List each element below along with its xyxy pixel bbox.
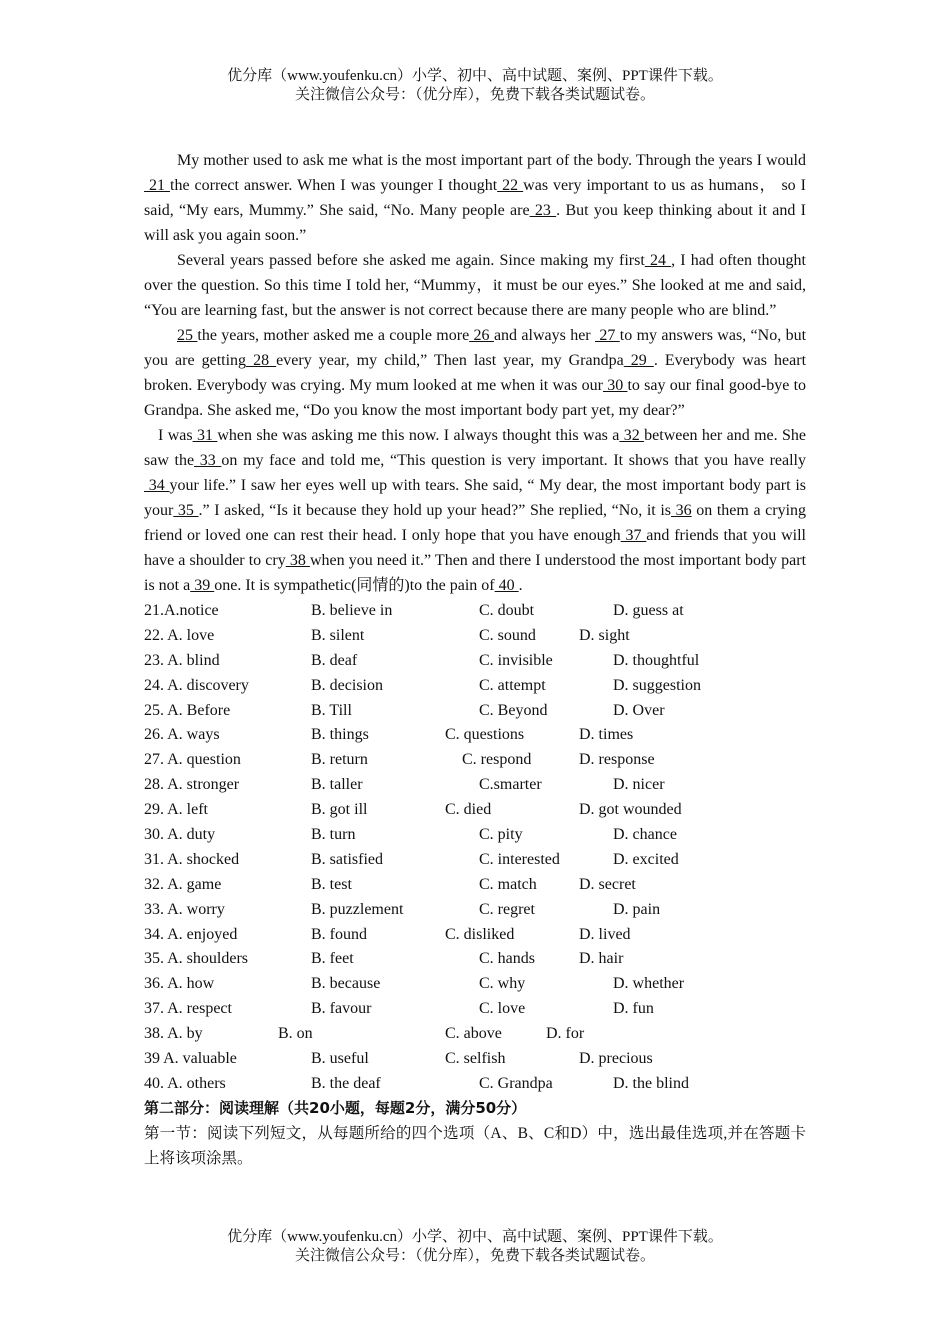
option-d: D. for	[546, 1025, 585, 1043]
option-a: 27. A. question	[144, 751, 241, 769]
question-options-row	[144, 946, 806, 971]
question-options-row	[144, 847, 806, 872]
option-a: 24. A. discovery	[144, 676, 249, 694]
option-b: B. feet	[311, 950, 354, 968]
option-b: B. decision	[311, 676, 383, 694]
option-a: 31. A. shocked	[144, 850, 240, 868]
option-a: 33. A. worry	[144, 900, 225, 918]
option-a: 25. A. Before	[144, 701, 231, 719]
option-b: B. taller	[311, 776, 363, 794]
passage-text: to say our final good-bye to Grandpa. She asked me, “Do you know the most important body part yet, my dear?”	[144, 377, 807, 419]
option-b: B. got ill	[311, 801, 368, 819]
option-d: D. suggestion	[613, 676, 701, 694]
blank-number: 32	[619, 427, 645, 444]
question-options-row	[144, 822, 806, 847]
option-d: D. whether	[613, 975, 685, 993]
cloze-passage	[144, 148, 806, 598]
blank-number: 39	[190, 577, 215, 594]
option-d: D. response	[579, 751, 655, 769]
passage-text: the years, mother asked me a couple more	[197, 327, 470, 344]
question-options-row	[144, 1046, 806, 1071]
option-a: 23. A. blind	[144, 651, 220, 669]
option-d: D. secret	[579, 875, 636, 893]
page-footer	[0, 1228, 950, 1266]
option-c: C. love	[479, 1000, 526, 1018]
question-options-row	[144, 648, 806, 673]
part-two-section	[144, 1096, 806, 1171]
exam-content	[144, 148, 806, 1171]
question-options-row	[144, 673, 806, 698]
footer-line-2: 关注微信公众号：（优分库），免费下载各类试题试卷。	[294, 1248, 655, 1264]
option-b: B. things	[311, 726, 369, 744]
blank-number: 29	[623, 352, 654, 369]
blank-number: 27	[595, 327, 620, 344]
blank-number: 26	[469, 327, 494, 344]
option-d: D. precious	[579, 1050, 653, 1068]
option-b: B. return	[311, 751, 368, 769]
option-d: D. excited	[613, 850, 679, 868]
option-c: C. regret	[479, 900, 535, 918]
option-a: 40. A. others	[144, 1074, 226, 1092]
question-options-row	[144, 996, 806, 1021]
option-b: B. found	[311, 925, 367, 943]
passage-text: . Everybody was heart broken. Everybody was crying. My mum looked at me when it was our	[144, 352, 807, 394]
option-b: B. test	[311, 875, 352, 893]
passage-text: the correct answer. When I was younger I thought	[170, 177, 498, 194]
option-c: C. questions	[445, 726, 525, 744]
option-d: D. got wounded	[579, 801, 682, 819]
option-b: B. because	[311, 975, 381, 993]
option-a: 21.A.notice	[144, 602, 219, 619]
option-a: 26. A. ways	[144, 726, 220, 744]
passage-text: on my face and told me, “This question is very important. It shows that you have really	[221, 452, 806, 469]
page-header	[0, 67, 950, 105]
question-options-row	[144, 1021, 806, 1046]
options-list	[144, 598, 806, 1096]
option-c: C. hands	[479, 950, 535, 968]
option-c: C.smarter	[479, 776, 542, 794]
question-options-row	[144, 872, 806, 897]
passage-paragraph	[144, 323, 806, 423]
option-b: B. Till	[311, 701, 352, 719]
option-d: D. times	[579, 726, 634, 744]
blank-number: 28	[246, 352, 277, 369]
passage-text: between her and me. She saw the	[144, 427, 807, 469]
option-d: D. Over	[613, 701, 665, 719]
option-d: D. hair	[579, 950, 624, 968]
passage-paragraph	[144, 423, 806, 598]
question-options-row	[144, 747, 806, 772]
option-c: C. above	[445, 1025, 502, 1043]
option-c: C. attempt	[479, 676, 546, 694]
passage-text: and always her	[493, 327, 596, 344]
passage-text: and friends that you will have a shoulder to cry	[144, 527, 806, 569]
passage-paragraph	[144, 148, 806, 248]
option-d: D. fun	[613, 1000, 654, 1018]
passage-text: one. It is sympathetic(同情的)to the pain of	[214, 577, 495, 594]
option-d: D. pain	[613, 900, 661, 918]
part-two-title: 第二部分：阅读理解（共20小题，每题2分，满分50分）	[144, 1098, 527, 1117]
option-c: C. pity	[479, 826, 523, 844]
blank-number: 37	[620, 527, 647, 544]
option-d: D. nicer	[613, 776, 665, 794]
option-c: C. died	[445, 801, 492, 819]
blank-number: 35	[173, 502, 199, 519]
option-a: 32. A. game	[144, 875, 222, 893]
option-c: C. interested	[479, 850, 560, 868]
option-a: 38. A. by	[144, 1025, 203, 1043]
option-c: C. why	[479, 975, 526, 993]
option-b: B. the deaf	[311, 1074, 381, 1092]
question-options-row	[144, 623, 806, 648]
option-b: B. deaf	[311, 651, 358, 669]
question-options-row	[144, 698, 806, 723]
option-d: D. sight	[579, 626, 630, 644]
blank-number: 33	[194, 452, 222, 469]
blank-number: 34	[144, 477, 170, 494]
footer-line-1: 优分库（www.youfenku.cn）小学、初中、高中试题、案例、PPT课件下载。	[227, 1229, 723, 1245]
option-a: 30. A. duty	[144, 826, 216, 844]
question-options-row	[144, 772, 806, 797]
passage-text: when you need it.” Then and there I understood the most important body part is not a	[144, 552, 807, 594]
blank-number: 31	[192, 427, 218, 444]
option-a: 28. A. stronger	[144, 776, 240, 794]
blank-number: 36	[671, 502, 692, 519]
question-options-row	[144, 922, 806, 947]
blank-number: 38	[285, 552, 310, 569]
option-c: C. sound	[479, 626, 536, 644]
passage-text: My mother used to ask me what is the most important part of the body. Through the years I would	[177, 152, 806, 169]
passage-text: was very important to us as humans， so I said, “My ears, Mummy.” She said, “No. Many people are	[144, 177, 807, 219]
blank-number: 40	[494, 577, 519, 594]
option-a: 36. A. how	[144, 975, 215, 993]
passage-text: .” I asked, “Is it because they hold up your head?” She replied, “No, it is	[198, 502, 672, 519]
option-c: C. disliked	[445, 925, 515, 943]
passage-text: . But you keep thinking about it and I will ask you again soon.”	[144, 202, 806, 244]
question-options-row	[144, 971, 806, 996]
option-c: C. respond	[462, 751, 532, 769]
blank-number: 22	[497, 177, 524, 194]
blank-number: 23	[529, 202, 557, 219]
passage-text: to my answers was, “No, but you are getting	[144, 327, 807, 369]
option-b: B. on	[278, 1025, 313, 1043]
passage-text: your life.” I saw her eyes well up with tears. She said, “ My dear, the most important body part is your	[144, 477, 807, 519]
option-c: C. match	[479, 875, 537, 893]
option-b: B. believe in	[311, 602, 393, 619]
option-d: D. the blind	[613, 1074, 689, 1092]
option-b: B. satisfied	[311, 850, 383, 868]
option-b: B. turn	[311, 826, 356, 844]
question-options-row	[144, 1071, 806, 1096]
option-b: B. favour	[311, 1000, 372, 1018]
passage-text: when she was asking me this now. I always thought this was a	[217, 427, 620, 444]
blank-number: 30	[602, 377, 628, 394]
option-c: C. doubt	[479, 602, 535, 619]
option-a: 35. A. shoulders	[144, 950, 248, 968]
question-options-row	[144, 722, 806, 747]
passage-text: .	[518, 577, 523, 594]
passage-text: on them a crying friend or loved one can rest their head. I only hope that you have enough	[144, 502, 807, 544]
option-a: 37. A. respect	[144, 1000, 232, 1018]
option-d: D. lived	[579, 925, 631, 943]
question-options-row	[144, 598, 806, 623]
passage-paragraph	[144, 248, 806, 323]
question-options-row	[144, 797, 806, 822]
passage-text: Several years passed before she asked me again. Since making my first	[177, 252, 645, 269]
option-a: 22. A. love	[144, 626, 215, 644]
option-d: D. guess at	[613, 602, 684, 619]
passage-text: every year, my child,” Then last year, my Grandpa	[276, 352, 624, 369]
blank-number: 24	[644, 252, 672, 269]
blank-number: 21	[144, 177, 170, 194]
option-a: 29. A. left	[144, 801, 208, 819]
blank-number: 25	[177, 327, 198, 344]
header-line-2: 关注微信公众号：（优分库），免费下载各类试题试卷。	[294, 87, 655, 103]
header-line-1: 优分库（www.youfenku.cn）小学、初中、高中试题、案例、PPT课件下载。	[227, 68, 723, 84]
option-c: C. selfish	[445, 1050, 506, 1068]
option-c: C. invisible	[479, 651, 553, 669]
option-d: D. chance	[613, 826, 677, 844]
option-c: C. Grandpa	[479, 1074, 553, 1092]
option-a: 34. A. enjoyed	[144, 925, 238, 943]
part-two-instructions: 第一节：阅读下列短文，从每题所给的四个选项（A、B、C和D）中，选出最佳选项,并在答题卡上将该项涂黑。	[144, 1124, 806, 1167]
option-c: C. Beyond	[479, 701, 548, 719]
option-b: B. silent	[311, 626, 365, 644]
option-b: B. puzzlement	[311, 900, 404, 918]
passage-text: , I had often thought over the question. So this time I told her, “Mummy，it must be our eyes.” She looked at me and said, “You are learning fast, but the answer is not correct because there are many people who are blind.”	[144, 252, 807, 319]
option-a: 39 A. valuable	[144, 1050, 237, 1068]
question-options-row	[144, 897, 806, 922]
option-d: D. thoughtful	[613, 651, 700, 669]
option-b: B. useful	[311, 1050, 369, 1068]
passage-text: I was	[158, 427, 193, 444]
